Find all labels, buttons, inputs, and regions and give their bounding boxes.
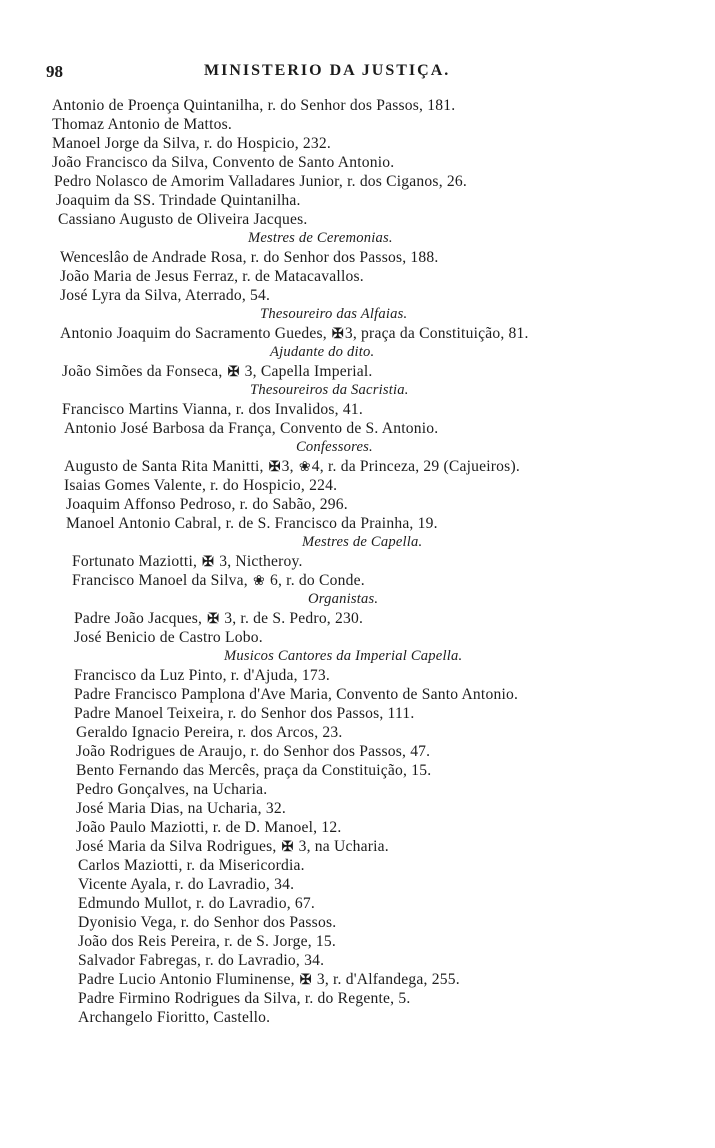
list-entry [52,267,692,286]
list-entry [52,248,692,267]
entry-text: 4, r. da Princeza, 29 (Cajueiros). [311,458,520,475]
entry-text: 3, na Ucharia. [294,838,389,855]
list-entry [52,191,692,210]
entry-text: Musicos Cantores da Imperial Capella. [224,648,463,664]
list-entry [52,457,692,476]
entry-text: 3, r. de S. Pedro, 230. [220,610,364,627]
entry-text: Confessores. [296,439,373,455]
entry-text: Padre Manoel Teixeira, r. do Senhor dos Passos, 111. [74,705,415,722]
rosette-icon: ❀ [298,460,311,475]
entry-text: 3, Nictheroy. [215,553,303,570]
section-heading [52,438,692,457]
list-entry [52,780,692,799]
list-entry [52,552,692,571]
entry-text: Augusto de Santa Rita Manitti, [64,458,268,475]
entry-text: Carlos Maziotti, r. da Misericordia. [78,857,305,874]
maltese-cross-icon: ✠ [227,365,240,380]
list-entry [52,875,692,894]
entry-text: José Maria da Silva Rodrigues, [76,838,281,855]
list-entry [52,628,692,647]
list-entry [52,704,692,723]
list-entry [52,913,692,932]
entry-text: Padre Firmino Rodrigues da Silva, r. do Regente, 5. [78,990,411,1007]
list-entry [52,932,692,951]
list-entry [52,153,692,172]
section-heading [52,647,692,666]
entry-text: Thesoureiros da Sacristia. [250,382,409,398]
entry-text: João Rodrigues de Araujo, r. do Senhor dos Passos, 47. [76,743,431,760]
entry-text: Manoel Antonio Cabral, r. de S. Francisco da Prainha, 19. [66,515,438,532]
list-entry [52,210,692,229]
entry-text: Francisco Martins Vianna, r. dos Invalidos, 41. [62,401,363,418]
entry-text: José Lyra da Silva, Aterrado, 54. [60,287,271,304]
entry-text: Salvador Fabregas, r. do Lavradio, 34. [78,952,325,969]
maltese-cross-icon: ✠ [202,555,215,570]
entry-text: Pedro Gonçalves, na Ucharia. [76,781,268,798]
text-body [52,96,692,1027]
maltese-cross-icon: ✠ [268,460,281,475]
entry-text: Padre Lucio Antonio Fluminense, [78,971,299,988]
entry-text: Edmundo Mullot, r. do Lavradio, 67. [78,895,315,912]
page-header [46,62,666,86]
list-entry [52,571,692,590]
entry-text: Mestres de Ceremonias. [248,230,393,246]
entry-text: Vicente Ayala, r. do Lavradio, 34. [78,876,295,893]
entry-text: Padre Francisco Pamplona d'Ave Maria, Convento de Santo Antonio. [74,686,519,703]
entry-text: Thesoureiro das Alfaias. [260,306,408,322]
list-entry [52,400,692,419]
entry-text: Archangelo Fioritto, Castello. [78,1009,271,1026]
list-entry [52,723,692,742]
list-entry [52,495,692,514]
entry-text: 3, Capella Imperial. [240,363,373,380]
list-entry [52,685,692,704]
entry-text: Mestres de Capella. [302,534,423,550]
entry-text: Organistas. [308,591,379,607]
list-entry [52,419,692,438]
list-entry [52,856,692,875]
running-title: MINISTERIO DA JUSTIÇA. [204,62,451,79]
maltese-cross-icon: ✠ [207,612,220,627]
entry-text: Bento Fernando das Mercês, praça da Constituição, 15. [76,762,432,779]
entry-text: José Maria Dias, na Ucharia, 32. [76,800,286,817]
entry-text: Francisco Manoel da Silva, [72,572,252,589]
entry-text: Joaquim da SS. Trindade Quintanilha. [56,192,301,209]
entry-text: João Paulo Maziotti, r. de D. Manoel, 12. [76,819,342,836]
entry-text: Thomaz Antonio de Mattos. [52,116,232,133]
entry-text: Fortunato Maziotti, [72,553,202,570]
list-entry [52,609,692,628]
list-entry [52,286,692,305]
entry-text: Joaquim Affonso Pedroso, r. do Sabão, 296. [66,496,348,513]
section-heading [52,305,692,324]
entry-text: 3, r. d'Alfandega, 255. [312,971,460,988]
rosette-icon: ❀ [252,574,265,589]
section-heading [52,381,692,400]
list-entry [52,1008,692,1027]
entry-text: Cassiano Augusto de Oliveira Jacques. [58,211,308,228]
maltese-cross-icon: ✠ [281,840,294,855]
section-heading [52,229,692,248]
entry-text: Padre João Jacques, [74,610,207,627]
entry-text: José Benicio de Castro Lobo. [74,629,263,646]
list-entry [52,799,692,818]
entry-text: Manoel Jorge da Silva, r. do Hospicio, 232. [52,135,332,152]
entry-text: João Maria de Jesus Ferraz, r. de Matacavallos. [60,268,364,285]
list-entry [52,970,692,989]
entry-text: Geraldo Ignacio Pereira, r. dos Arcos, 23. [76,724,343,741]
list-entry [52,514,692,533]
entry-text: João Francisco da Silva, Convento de Santo Antonio. [52,154,395,171]
section-heading [52,590,692,609]
entry-text: Pedro Nolasco de Amorim Valladares Junior, r. dos Ciganos, 26. [54,173,467,190]
maltese-cross-icon: ✠ [331,327,344,342]
entry-text: Dyonisio Vega, r. do Senhor dos Passos. [78,914,337,931]
list-entry [52,818,692,837]
entry-text: 3, praça da Constituição, 81. [344,325,529,342]
entry-text: Francisco da Luz Pinto, r. d'Ajuda, 173. [74,667,330,684]
list-entry [52,115,692,134]
list-entry [52,476,692,495]
entry-text: Antonio de Proença Quintanilha, r. do Senhor dos Passos, 181. [52,97,456,114]
entry-text: Ajudante do dito. [270,344,375,360]
list-entry [52,134,692,153]
entry-text: Isaias Gomes Valente, r. do Hospicio, 224. [64,477,338,494]
maltese-cross-icon: ✠ [299,973,312,988]
entry-text: Antonio Joaquim do Sacramento Guedes, [60,325,331,342]
list-entry [52,837,692,856]
entry-text: João dos Reis Pereira, r. de S. Jorge, 15. [78,933,337,950]
list-entry [52,894,692,913]
list-entry [52,362,692,381]
list-entry [52,951,692,970]
entry-text: 3, [281,458,298,475]
list-entry [52,761,692,780]
list-entry [52,742,692,761]
section-heading [52,533,692,552]
page-number: 98 [46,62,63,81]
entry-text: 6, r. do Conde. [265,572,365,589]
list-entry [52,172,692,191]
list-entry [52,666,692,685]
entry-text: Wenceslâo de Andrade Rosa, r. do Senhor dos Passos, 188. [60,249,439,266]
list-entry [52,96,692,115]
entry-text: Antonio José Barbosa da França, Convento de S. Antonio. [64,420,439,437]
list-entry [52,989,692,1008]
section-heading [52,343,692,362]
entry-text: João Simões da Fonseca, [62,363,227,380]
list-entry [52,324,692,343]
